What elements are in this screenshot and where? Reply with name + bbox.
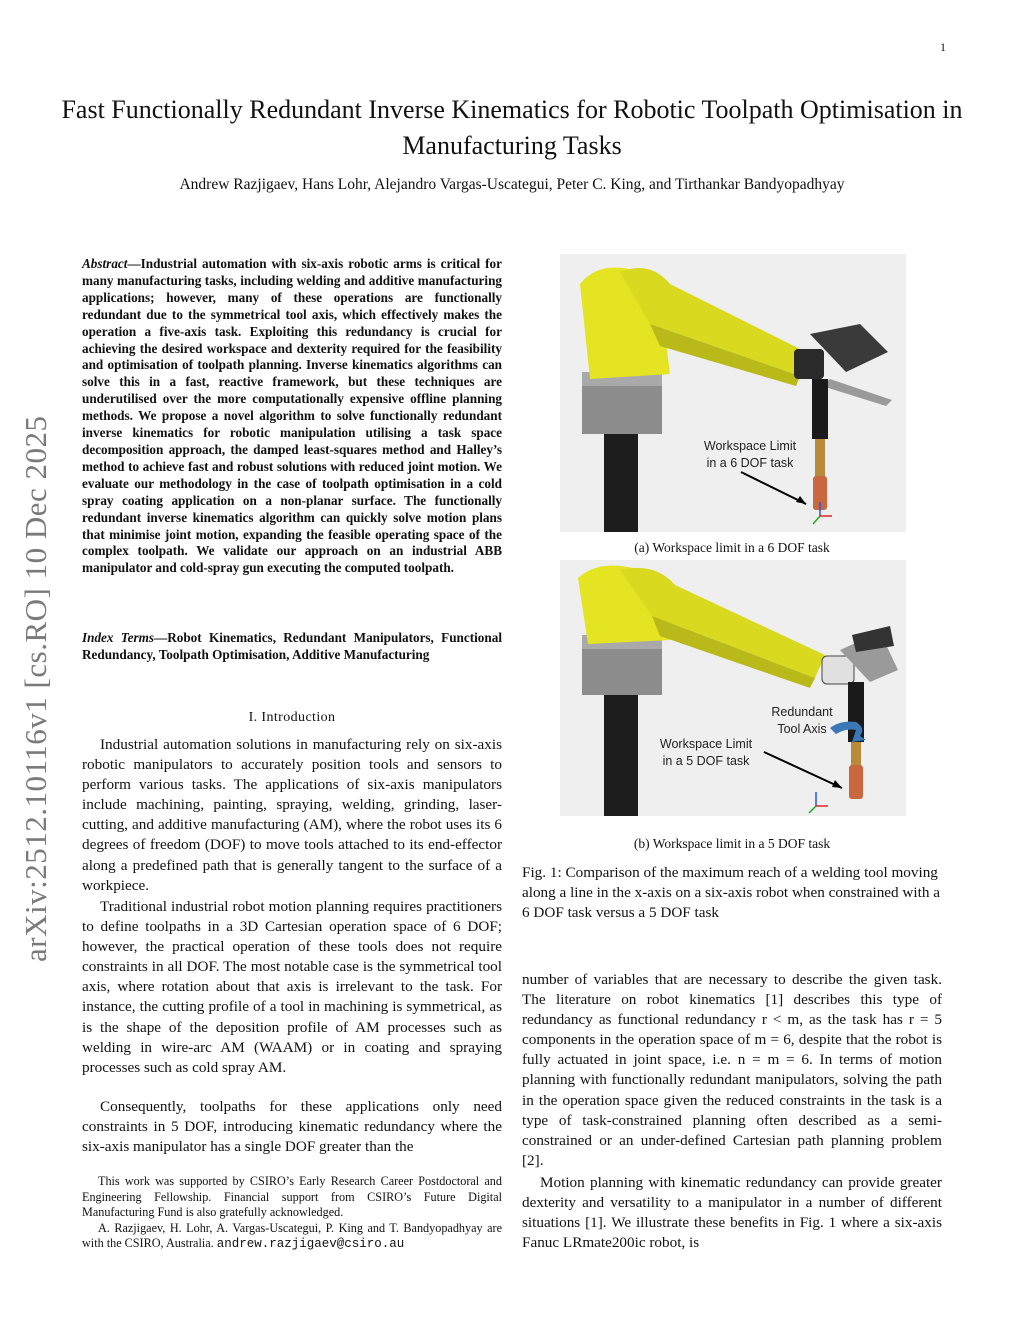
abstract-dash: — <box>127 256 141 271</box>
right-paragraph-1 <box>522 970 942 1171</box>
figure-1b-image <box>560 560 906 816</box>
abstract-text: Industrial automation with six-axis robotic arms is critical for many manufacturing tasks, including welding and additive manufacturing applications; however, many of these operations are functionally redundant due to the symmetrical tool axis, which effectively makes the operation a five-axis task. Exploiting this redundancy is crucial for achieving the desired workspace and dexterity required for the feasibility and optimisation of toolpath planning. Inverse kinematics algorithms can solve this in a fast, reactive framework, but these techniques are underutilised over the more computationally expensive offline planning methods. We propose a novel algorithm to solve functionally redundant inverse kinematics for robotic manipulation utilising a task space decomposition approach, the damped least-squares method and Halley’s method to achieve fast and robust solutions with reduced joint motion. We evaluate our methodology in the case of toolpath optimisation in a cold spray coating application on a non-planar surface. The functionally redundant inverse kinematics algorithm can quickly solve motion plans that minimise joint motion, expanding the feasible operating space of the complex toolpath. We validate our approach on an industrial ABB manipulator and cold-spray gun executing the computed toolpath. <box>82 256 502 576</box>
abstract-label: Abstract <box>82 256 128 271</box>
paper-title: Fast Functionally Redundant Inverse Kinematics for Robotic Toolpath Optimisation in Manufacturing Tasks <box>61 95 963 160</box>
figure-caption: Fig. 1: Comparison of the maximum reach of a welding tool moving along a line in the x-axis on a six-axis robot when constrained with a 6 DOF task versus a 5 DOF task <box>522 864 940 922</box>
index-terms <box>82 630 502 664</box>
redundant-label-2: Tool Axis <box>777 722 827 736</box>
robot-base <box>582 382 662 434</box>
figure-1a-image <box>560 254 906 532</box>
footnote-affiliation: A. Razjigaev, H. Lohr, A. Vargas-Uscategui, P. King and T. Bandyopadhyay are with the CSIRO, Australia. <box>82 1220 502 1250</box>
subfig-a-caption: (a) Workspace limit in a 6 DOF task <box>634 540 830 555</box>
footnote-email: andrew.razjigaev@csiro.au <box>216 1237 405 1251</box>
right-paragraph-2 <box>522 1173 942 1253</box>
abstract <box>82 256 502 577</box>
annotation-line-2: in a 6 DOF task <box>706 456 794 470</box>
redundant-label-1: Redundant <box>771 705 833 719</box>
torch-nozzle <box>849 765 863 799</box>
index-terms-label: Index Terms <box>82 630 155 645</box>
robot-wrist <box>794 349 824 379</box>
annotation-line-1: Workspace Limit <box>659 737 753 751</box>
intro-paragraph-3 <box>82 1097 502 1157</box>
index-terms-dash: — <box>154 630 168 645</box>
torch-body <box>812 379 828 439</box>
robot-pedestal <box>604 429 638 532</box>
subfig-b-caption: (b) Workspace limit in a 5 DOF task <box>633 836 831 851</box>
footnote <box>82 1174 502 1253</box>
arxiv-watermark: arXiv:2512.10116v1 [cs.RO] 10 Dec 2025 <box>18 415 53 962</box>
annotation-line-2: in a 5 DOF task <box>662 754 750 768</box>
intro-paragraph-3-text: Consequently, toolpaths for these applications only need constraints in 5 DOF, introducing kinematic redundancy where the six-axis manipulator has a single DOF greater than the <box>82 1098 502 1156</box>
page-number: 1 <box>940 40 946 54</box>
right-paragraph-1-text: number of variables that are necessary to describe the given task. The literature on robot kinematics [1] describes this type of redundancy as functional redundancy r < m, as the task has r = 5 components in the operation space of m = 6, despite that the robot is fully actuated in joint space, i.e. n = m = 6. In terms of motion planning with functionally redundant manipulators, solving the path in the operation space given the reduced constraints in the task is a type of task-constrained planning often described as a semi-constrained or an under-defined Cartesian path planning problem [2]. <box>522 971 942 1169</box>
intro-paragraph-1-text: Industrial automation solutions in manufacturing rely on six-axis robotic manipulators to accurately position tools and sensors to perform various tasks. The applications of six-axis manipulators include machining, painting, spraying, welding, grinding, laser-cutting, and additive manufacturing (AM), where the robot uses its 6 degrees of freedom (DOF) to move tools attached to its end-effector along a predefined path that is generally tangent to the surface of a workpiece. <box>82 736 502 894</box>
annotation-line-1: Workspace Limit <box>703 439 797 453</box>
section-heading: I. Introduction <box>248 710 336 725</box>
index-terms-text: Robot Kinematics, Redundant Manipulators, Functional Redundancy, Toolpath Optimisation, Additive Manufacturing <box>82 630 502 662</box>
author-list: Andrew Razjigaev, Hans Lohr, Alejandro Vargas-Uscategui, Peter C. King, and Tirthankar Bandyopadhyay <box>179 176 845 193</box>
footnote-funding: This work was supported by CSIRO’s Early Research Career Postdoctoral and Engineering Fellowship. Financial support from CSIRO’s Future Digital Manufacturing Fund is also gratefully acknowledged. <box>82 1174 502 1219</box>
right-paragraph-2-text: Motion planning with kinematic redundancy can provide greater dexterity and versatility to a manipulator in a number of different situations [1]. We illustrate these benefits in Fig. 1 where a six-axis Fanuc LRmate200ic robot, is <box>522 1174 942 1252</box>
footnote-affiliation-block <box>82 1221 502 1253</box>
robot-base <box>582 645 662 695</box>
robot-wrist <box>822 656 854 684</box>
robot-pedestal <box>604 695 638 816</box>
intro-paragraph-1 <box>82 735 502 896</box>
intro-paragraph-2 <box>82 897 502 1078</box>
intro-paragraph-2-text: Traditional industrial robot motion planning requires practitioners to define toolpaths in a 3D Cartesian operation space of 6 DOF; however, the practical operation of these tools does not require constraints in all DOF. The most notable case is the symmetrical tool axis, where rotation about that axis is irrelevant to the task. For instance, the cutting profile of a tool in machining is symmetrical, as is the shape of the deposition profile of AM processes such as welding in wire-arc AM (WAAM) or in coating and spraying processes such as cold spray AM. <box>82 898 502 1076</box>
